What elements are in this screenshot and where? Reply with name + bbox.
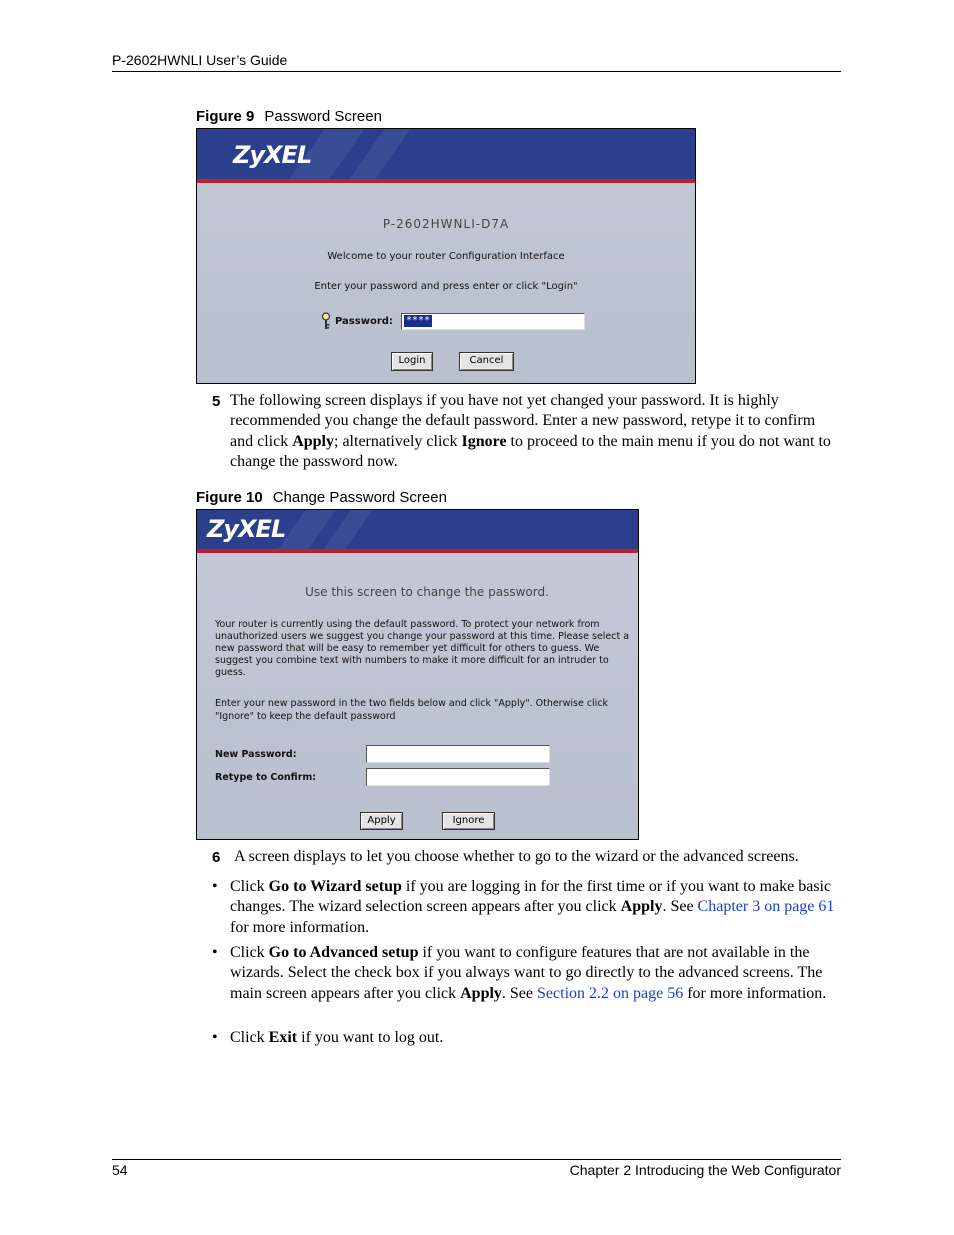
figure-10-label: Figure 10 xyxy=(196,489,263,506)
key-icon xyxy=(321,312,331,335)
password-label: Password: xyxy=(335,316,393,327)
bullet-wizard-setup: Click Go to Wizard setup if you are logging in for the first time or if you want to make basic changes. The wizard selection screen appears after you click Apply. See Chapter 3 on page 61 for more information. xyxy=(230,878,835,936)
brand-banner xyxy=(197,129,695,179)
change-password-heading: Use this screen to change the password. xyxy=(305,585,549,599)
default-password-warning: Your router is currently using the default password. To protect your network from unauthorized users we suggest you change your password at this time. Please select a new password that will be easy to remember yet difficult for others to guess. We suggest you combine text with numbers to make it more difficult for an intruder to guess. xyxy=(215,619,630,678)
password-input[interactable] xyxy=(401,313,585,330)
step-5-number: 5 xyxy=(212,393,221,410)
bullet-exit: Click Exit if you want to log out. xyxy=(230,1029,444,1046)
password-masked-value: **** xyxy=(406,315,431,326)
ignore-button[interactable]: Ignore xyxy=(442,812,495,830)
figure-9-title: Password Screen xyxy=(264,108,382,125)
brand-banner xyxy=(197,510,638,549)
figure-9-caption xyxy=(196,108,382,125)
chapter-title: Chapter 2 Introducing the Web Configurator xyxy=(569,1162,841,1178)
welcome-text: Welcome to your router Configuration Interface xyxy=(327,251,565,262)
page-number: 54 xyxy=(112,1162,128,1178)
chapter-3-link[interactable]: Chapter 3 on page 61 xyxy=(697,898,835,916)
step-6-text: A screen displays to let you choose whether to go to the wizard or the advanced screens. xyxy=(234,848,799,865)
step-6-number: 6 xyxy=(212,849,221,866)
banner-red-line xyxy=(197,179,695,183)
apply-button[interactable]: Apply xyxy=(360,812,403,830)
header-rule xyxy=(112,71,841,72)
figure-9-label: Figure 9 xyxy=(196,108,255,125)
new-password-input[interactable] xyxy=(366,745,550,763)
banner-red-line xyxy=(197,549,638,553)
figure-10-title: Change Password Screen xyxy=(272,489,447,506)
bullet-marker: • xyxy=(212,1029,218,1046)
footer-rule xyxy=(112,1159,841,1160)
bullet-advanced-setup: Click Go to Advanced setup if you want to configure features that are not available in the wizards. Select the check box if you always want to go directly to the advanced screens. The main screen appears after you click Apply. See Section 2.2 on page 56 for more information. xyxy=(230,944,827,1002)
change-password-instruction: Enter your new password in the two fields below and click "Apply". Otherwise click "Ignore" to keep the default password xyxy=(215,698,609,722)
login-button[interactable]: Login xyxy=(391,352,433,371)
figure-10-caption xyxy=(196,489,447,506)
running-header: P-2602HWNLI User’s Guide xyxy=(112,52,288,68)
password-screen xyxy=(196,128,696,384)
retype-password-input[interactable] xyxy=(366,768,550,786)
zyxel-logo: ZyXEL xyxy=(233,141,312,169)
section-2-2-link[interactable]: Section 2.2 on page 56 xyxy=(537,984,684,1002)
model-name: P-2602HWNLI-D7A xyxy=(382,217,510,231)
retype-password-label: Retype to Confirm: xyxy=(215,772,317,783)
login-instruction: Enter your password and press enter or click "Login" xyxy=(314,281,578,292)
step-5-text: The following screen displays if you have not yet changed your password. It is highly recommended you change the default password. Enter a new password, retype it to confirm and click Apply; alternatively click Ignore to proceed to the main menu if you do not want to change the password now. xyxy=(230,392,831,470)
change-password-screen xyxy=(196,509,639,840)
bullet-marker: • xyxy=(212,944,218,961)
bullet-marker: • xyxy=(212,878,218,895)
zyxel-logo: ZyXEL xyxy=(207,515,286,543)
cancel-button[interactable]: Cancel xyxy=(459,352,514,371)
new-password-label: New Password: xyxy=(215,749,297,760)
